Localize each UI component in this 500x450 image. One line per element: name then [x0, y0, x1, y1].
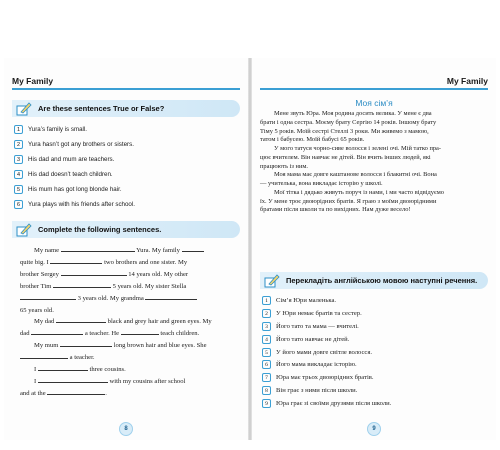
list-item: [262, 346, 488, 359]
list-item: [14, 137, 240, 152]
exercise3-title: Перекладіть англійською мовою наступні речення.: [286, 276, 478, 285]
item-number: 6: [262, 360, 271, 369]
text-segment: I: [34, 366, 37, 374]
text-segment: two brothers and one sister. My: [104, 258, 188, 266]
text-segment: three cousins.: [89, 366, 126, 374]
item-number: 2: [14, 140, 23, 149]
list-item: [262, 307, 488, 320]
exercise1-title: Are these sentences True or False?: [38, 104, 165, 113]
answer-blank[interactable]: [31, 328, 83, 335]
pencil-icon: [16, 222, 32, 237]
story-line: Мої тітка і дядько живуть поруч із нами, і ми часто відвідуємо: [274, 188, 444, 196]
answer-blank[interactable]: [50, 257, 102, 264]
fill-line: [20, 281, 242, 293]
story-text: [260, 110, 488, 215]
exercise2-banner: [12, 221, 240, 238]
sentence-text: Сім’я Юри маленька.: [276, 296, 337, 304]
list-item: [262, 384, 488, 397]
story-line: брати і одна сестра. Моєму брату Сергію 14 років. Іншому брату: [260, 118, 437, 126]
answer-blank[interactable]: [121, 328, 159, 335]
story-title: Моя сім’я: [355, 98, 393, 108]
story-line: — учителька, вона викладає історію у школі.: [260, 180, 383, 187]
text-segment: with my cousins after school: [109, 377, 186, 385]
sentence-text: Yura hasn’t got any brothers or sisters.: [28, 141, 134, 148]
list-item: [262, 397, 488, 410]
story-line: їх. У мене троє двоюрідних братів. Я граю з моїми двоюрідними: [260, 197, 437, 205]
list-item: [14, 167, 240, 182]
sentence-text: Yura plays with his friends after school.: [28, 201, 135, 208]
list-item: [262, 333, 488, 346]
answer-blank[interactable]: [182, 245, 204, 252]
list-item: [14, 197, 240, 212]
fill-line: [20, 293, 242, 305]
item-number: 1: [14, 125, 23, 134]
text-segment: dad: [20, 330, 30, 338]
answer-blank[interactable]: [145, 293, 197, 300]
sentence-text: His mum has got long blonde hair.: [28, 186, 122, 193]
story-line: братами після школи та по вихідних. Нам дуже весело!: [260, 206, 411, 214]
text-segment: My mum: [34, 342, 59, 350]
sentence-text: У Юри немає братів та сестер.: [276, 309, 362, 317]
fill-line: [20, 269, 242, 281]
answer-blank[interactable]: [53, 281, 111, 288]
left-header-title: My Family: [12, 76, 54, 86]
answer-blank[interactable]: [61, 245, 135, 252]
sentence-text: Юра грає зі своїми друзями після школи.: [276, 400, 392, 408]
sentence-text: Він грає з ними після школи.: [276, 387, 358, 395]
answer-blank[interactable]: [20, 293, 76, 300]
item-number: 3: [14, 155, 23, 164]
fill-line: [20, 257, 242, 269]
list-item: [262, 358, 488, 371]
answer-blank[interactable]: [38, 364, 88, 371]
item-number: 4: [14, 170, 23, 179]
story-line: Тіму 5 років. Моїй сестрі Стеллі 3 роки. Ми живемо з мамою,: [260, 127, 429, 135]
left-page-header: [12, 76, 240, 90]
sentence-text: His dad doesn’t teach children.: [28, 171, 113, 178]
translation-list: [262, 294, 488, 410]
text-segment: brother Sergey: [20, 270, 59, 278]
item-number: 6: [14, 200, 23, 209]
fill-line: [20, 328, 242, 340]
story-line: У мого татуся чорно-сиве волосся і зелені очі. Мій татко пра-: [274, 145, 442, 152]
text-segment: My dad: [34, 318, 55, 326]
story-line: Мене звуть Юра. Моя родина досить велика. У мене є два: [274, 110, 432, 117]
answer-blank[interactable]: [56, 316, 106, 323]
open-book: [4, 58, 496, 440]
fill-line: [20, 388, 242, 400]
sentence-text: У його мами довге світле волосся.: [276, 348, 373, 356]
left-page: [4, 58, 248, 440]
answer-blank[interactable]: [20, 352, 68, 359]
sentence-text: Юра має трьох двоюрідних братів.: [276, 374, 374, 382]
fill-line: [20, 316, 242, 328]
fill-line: [20, 305, 242, 317]
fill-line: [20, 352, 242, 364]
sentence-text: Його мама викладає історію.: [276, 361, 357, 369]
sentence-text: Його тато та мама — вчителі.: [276, 322, 359, 330]
text-segment: Yura. My family: [136, 247, 180, 254]
text-segment: 3 years old. My grandma: [77, 294, 144, 302]
item-number: 2: [262, 309, 271, 318]
story-line: татом і бабусею. Моїй бабусі 65 років.: [260, 136, 365, 144]
answer-blank[interactable]: [47, 388, 105, 395]
answer-blank[interactable]: [38, 376, 108, 383]
page-number-right: 9: [367, 422, 381, 436]
list-item: [14, 182, 240, 197]
exercise1-banner: [12, 100, 240, 117]
item-number: 3: [262, 322, 271, 331]
sentence-text: His dad and mum are teachers.: [28, 156, 115, 163]
fill-in-text: [20, 245, 242, 400]
item-number: 7: [262, 373, 271, 382]
text-segment: quite big. I: [20, 258, 49, 266]
text-segment: I: [34, 377, 37, 385]
text-segment: a teacher.: [69, 354, 95, 362]
story-line: працюють із ним.: [260, 162, 309, 170]
text-segment: brother Tim: [20, 282, 52, 290]
text-segment: long brown hair and blue eyes. She: [113, 342, 207, 350]
list-item: [14, 152, 240, 167]
text-segment: 65 years old.: [20, 306, 54, 314]
exercise3-banner: [260, 272, 488, 289]
fill-line: [20, 364, 242, 376]
list-item: [262, 294, 488, 307]
fill-line: [20, 376, 242, 388]
exercise2-title: Complete the following sentences.: [38, 225, 162, 234]
right-page-header: [260, 76, 488, 90]
answer-blank[interactable]: [60, 340, 112, 347]
answer-blank[interactable]: [61, 269, 127, 276]
text-segment: teach children.: [160, 330, 200, 338]
page-number-left: 8: [119, 422, 133, 436]
fill-line: [20, 245, 242, 257]
sentence-text: Його тато навчає не дітей.: [276, 335, 350, 343]
list-item: [262, 371, 488, 384]
text-segment: and at the: [20, 389, 46, 397]
text-segment: 14 years old. My other: [128, 270, 189, 278]
text-segment: .: [105, 389, 107, 397]
item-number: 8: [262, 386, 271, 395]
fill-line: [20, 340, 242, 352]
text-segment: 5 years old. My sister Stella: [112, 282, 187, 290]
text-segment: black and grey hair and green eyes. My: [107, 318, 212, 326]
sentence-text: Yura’s family is small.: [28, 126, 88, 133]
list-item: [262, 320, 488, 333]
pencil-icon: [264, 273, 280, 288]
text-segment: My name: [34, 247, 60, 254]
list-item: [14, 122, 240, 137]
item-number: 5: [14, 185, 23, 194]
story-line: Моя мама має довге каштанове волосся і блакитні очі. Вона: [274, 171, 437, 179]
item-number: 4: [262, 335, 271, 344]
text-segment: a teacher. He: [84, 330, 120, 338]
item-number: 5: [262, 348, 271, 357]
item-number: 1: [262, 296, 271, 305]
item-number: 9: [262, 399, 271, 408]
pencil-icon: [16, 101, 32, 116]
story-line: цює вчителем. Він навчає не дітей. Він вчить інших людей, які: [260, 153, 431, 161]
right-header-title: My Family: [446, 76, 488, 86]
true-false-list: [14, 122, 240, 212]
right-page: [252, 58, 496, 440]
